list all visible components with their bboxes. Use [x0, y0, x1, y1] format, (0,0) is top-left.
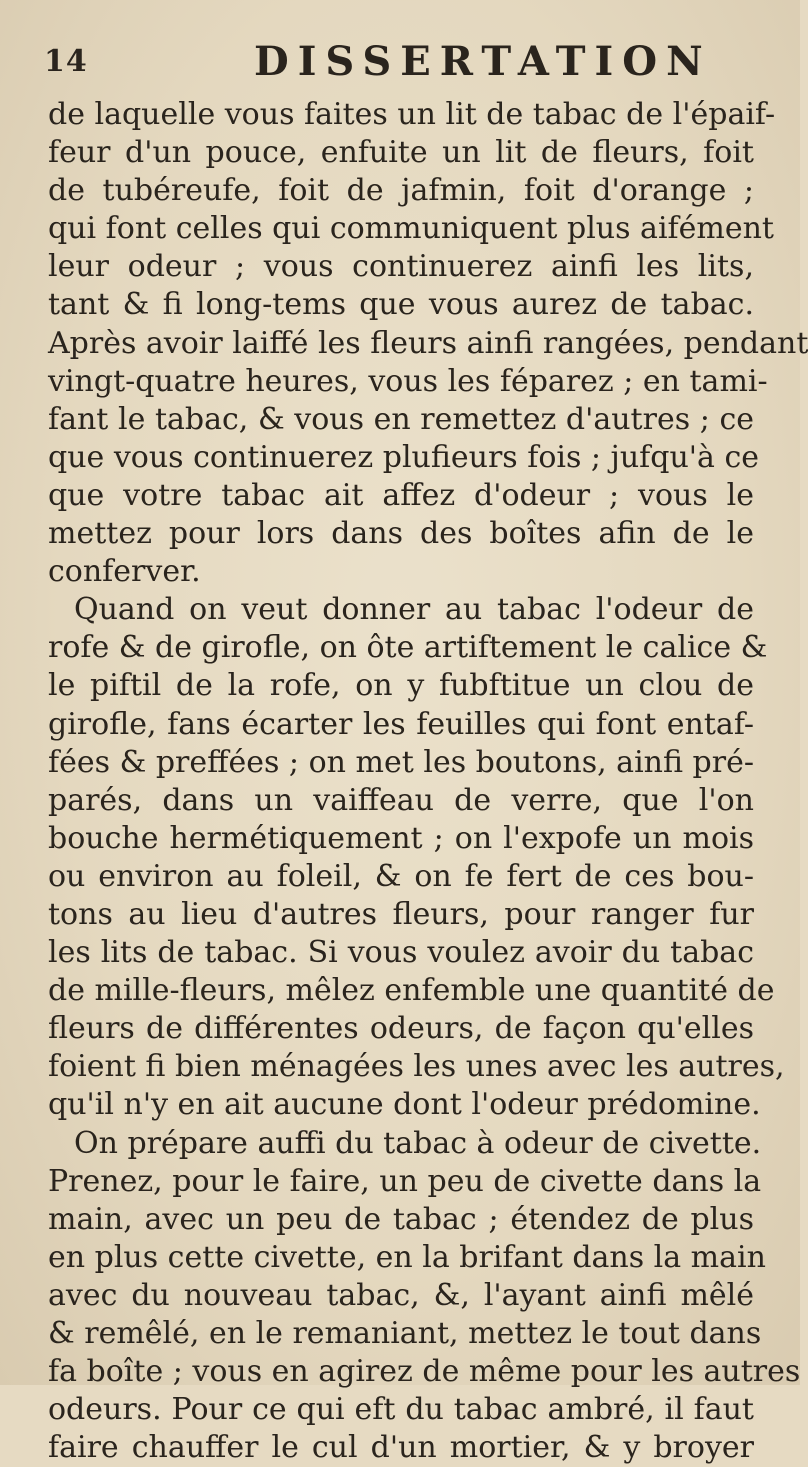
text-line: leur odeur ; vous continuerez ainfi les lits,	[48, 249, 754, 285]
running-title: DISSERTATION	[254, 38, 712, 85]
text-line: bouche hermétiquement ; on l'expofe un mois	[48, 820, 754, 856]
text-line: fant le tabac, & vous en remettez d'autres ; ce	[48, 401, 754, 437]
text-line: rofe & de girofle, on ôte artiftement le calice &	[48, 630, 768, 666]
text-line: parés, dans un vaiffeau de verre, que l'on	[48, 782, 754, 818]
text-line: avec du nouveau tabac, &, l'ayant ainfi mêlé	[48, 1277, 754, 1313]
body-text	[48, 96, 808, 1467]
text-line: les lits de tabac. Si vous voulez avoir du tabac	[48, 935, 754, 971]
text-line: On prépare auffi du tabac à odeur de civette.	[74, 1125, 762, 1161]
text-line: fées & preffées ; on met les boutons, ainfi pré-	[48, 744, 754, 780]
text-line: tant & fi long-tems que vous aurez de tabac.	[48, 287, 754, 323]
text-line: vingt-quatre heures, vous les féparez ; en tami-	[48, 363, 768, 399]
text-line: en plus cette civette, en la brifant dans la main	[48, 1239, 766, 1275]
text-line: que votre tabac ait affez d'odeur ; vous le	[48, 477, 754, 513]
text-line: qu'il n'y en ait aucune dont l'odeur prédomine.	[48, 1087, 761, 1123]
text-line: feur d'un pouce, enfuite un lit de fleurs, foit	[48, 135, 754, 171]
text-line: fleurs de différentes odeurs, de façon qu'elles	[48, 1011, 754, 1047]
text-line: main, avec un peu de tabac ; étendez de plus	[48, 1201, 754, 1237]
text-line: de laquelle vous faites un lit de tabac de l'épaif-	[48, 97, 776, 132]
page-number: 14	[44, 44, 88, 79]
text-line: que vous continuerez plufieurs fois ; jufqu'à ce	[48, 439, 760, 475]
text-line: fa boîte ; vous en agirez de même pour les autres	[48, 1354, 801, 1390]
text-line: girofle, fans écarter les feuilles qui font entaf-	[48, 706, 754, 742]
text-line: conferver.	[48, 554, 201, 590]
text-line: ou environ au foleil, & on fe fert de ces bou-	[48, 858, 754, 894]
text-line: de mille-fleurs, mêlez enfemble une quantité de	[48, 973, 775, 1009]
text-line: Prenez, pour le faire, un peu de civette dans la	[48, 1163, 762, 1199]
text-line: qui font celles qui communiquent plus aifément	[48, 211, 774, 247]
text-line: mettez pour lors dans des boîtes afin de le	[48, 516, 754, 552]
text-line: faire chauffer le cul d'un mortier, & y broyer	[48, 1430, 754, 1466]
page-header	[44, 40, 764, 90]
text-line: odeurs. Pour ce qui eft du tabac ambré, il faut	[48, 1392, 754, 1428]
text-line: Quand on veut donner au tabac l'odeur de	[74, 592, 754, 628]
text-line: & remêlé, en le remaniant, mettez le tout dans	[48, 1316, 762, 1351]
text-line: foient fi bien ménagées les unes avec les autres,	[48, 1049, 785, 1085]
text-line: le piftil de la rofe, on y fubftitue un clou de	[48, 668, 754, 704]
text-line: Après avoir laiffé les fleurs ainfi rangées, pendant	[48, 325, 808, 361]
text-line: de tubéreufe, foit de jafmin, foit d'orange ;	[48, 173, 754, 209]
text-line: tons au lieu d'autres fleurs, pour ranger fur	[48, 896, 754, 932]
